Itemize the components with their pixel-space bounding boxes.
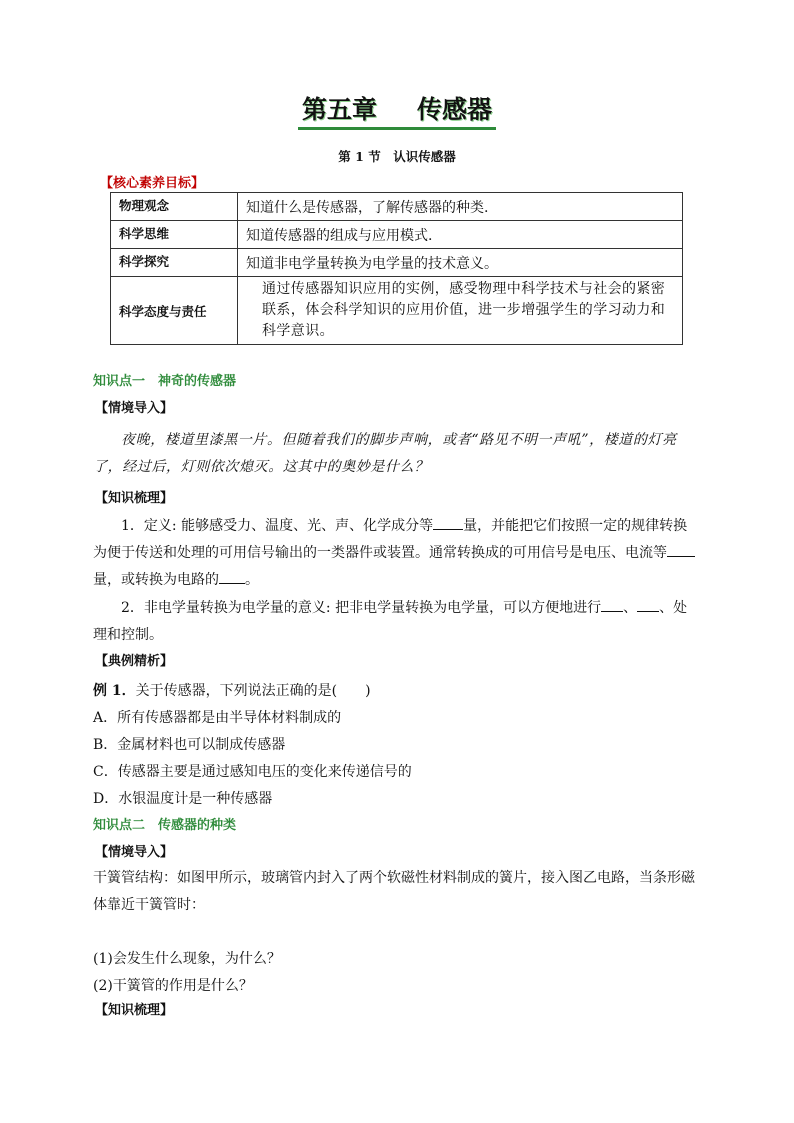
- fill-blank[interactable]: [219, 569, 245, 584]
- option-b[interactable]: B．金属材料也可以制成传感器: [93, 737, 286, 753]
- table-row: [111, 221, 683, 249]
- chapter-title: [0, 94, 794, 130]
- option-d[interactable]: D．水银温度计是一种传感器: [93, 791, 273, 807]
- example-analysis-label: 【典例精析】: [95, 654, 174, 669]
- definition-paragraph: [93, 513, 701, 594]
- section-subtitle: 第 1 节 认识传感器: [338, 149, 456, 164]
- example-question-text: 关于传感器，下列说法正确的是( ): [135, 683, 371, 699]
- example-number: 例 1．: [93, 683, 136, 699]
- knowledge-point-2-heading: 知识点二 传感器的种类: [93, 818, 237, 833]
- example-question: [93, 681, 371, 701]
- knowledge-point-1-heading: 知识点一 神奇的传感器: [93, 374, 237, 389]
- goal-value: 知道传感器的组成与应用模式.: [238, 221, 683, 249]
- definition-text-a: 1．定义: 能够感受力、温度、光、声、化学成分等: [121, 518, 434, 534]
- goal-value: 通过传感器知识应用的实例，感受物理中科学技术与社会的紧密联系，体会科学知识的应用价值，进一步增强学生的学习动力和科学意识。: [238, 277, 683, 345]
- option-a[interactable]: A．所有传感器都是由半导体材料制成的: [93, 710, 342, 726]
- question-2: (2)干簧管的作用是什么？: [93, 978, 253, 994]
- fill-blank[interactable]: [637, 597, 659, 612]
- table-row: [111, 277, 683, 345]
- scenario-intro-label: 【情境导入】: [95, 401, 174, 416]
- fill-blank[interactable]: [433, 515, 463, 530]
- knowledge-summary-label: 【知识梳理】: [95, 491, 174, 506]
- option-c[interactable]: C．传感器主要是通过感知电压的变化来传递信号的: [93, 764, 412, 780]
- chapter-topic: 传感器: [417, 95, 493, 124]
- fill-blank[interactable]: [667, 542, 695, 557]
- meaning-text-c: 、处理和控制。: [93, 600, 688, 643]
- table-row: [111, 249, 683, 277]
- definition-text-d: 。: [245, 572, 259, 588]
- goal-key: 科学思维: [111, 221, 238, 249]
- table-row: [111, 193, 683, 221]
- knowledge-summary-label: 【知识梳理】: [95, 1003, 174, 1018]
- question-1: (1)会发生什么现象，为什么？: [93, 951, 281, 967]
- scenario-intro-text: 干簧管结构：如图甲所示，玻璃管内封入了两个软磁性材料制成的簧片，接入图乙电路，当条形磁体靠近干簧管时：: [93, 870, 695, 913]
- definition-text-c: 量，或转换为电路的: [93, 572, 219, 588]
- chapter-label: 第五章: [301, 95, 377, 124]
- core-goals-label: 【核心素养目标】: [100, 176, 205, 191]
- meaning-text-a: 2．非电学量转换为电学量的意义: 把非电学量转换为电学量，可以方便地进行: [121, 600, 602, 616]
- fill-blank[interactable]: [601, 597, 623, 612]
- definition-text-b: 量，并能把它们按照一定的规律转换为便于传送和处理的可用信号输出的一类器件或装置。通常转换成的可用信号是电压、电流等: [93, 518, 688, 561]
- core-goals-table: [110, 192, 683, 345]
- meaning-paragraph: [93, 595, 701, 649]
- goal-value: 知道非电学量转换为电学量的技术意义。: [238, 249, 683, 277]
- goal-key: 科学探究: [111, 249, 238, 277]
- goal-key: 物理观念: [111, 193, 238, 221]
- scenario-intro-text: 夜晚，楼道里漆黑一片。但随着我们的脚步声响，或者“路见不明一声吼”，楼道的灯亮了，经过后，灯则依次熄灭。这其中的奥妙是什么？: [93, 432, 677, 475]
- goal-key: 科学态度与责任: [111, 277, 238, 345]
- chapter-title-underline: [298, 94, 496, 130]
- meaning-text-b: 、: [623, 600, 638, 616]
- scenario-intro-label: 【情境导入】: [95, 845, 174, 860]
- goal-value: 知道什么是传感器，了解传感器的种类.: [238, 193, 683, 221]
